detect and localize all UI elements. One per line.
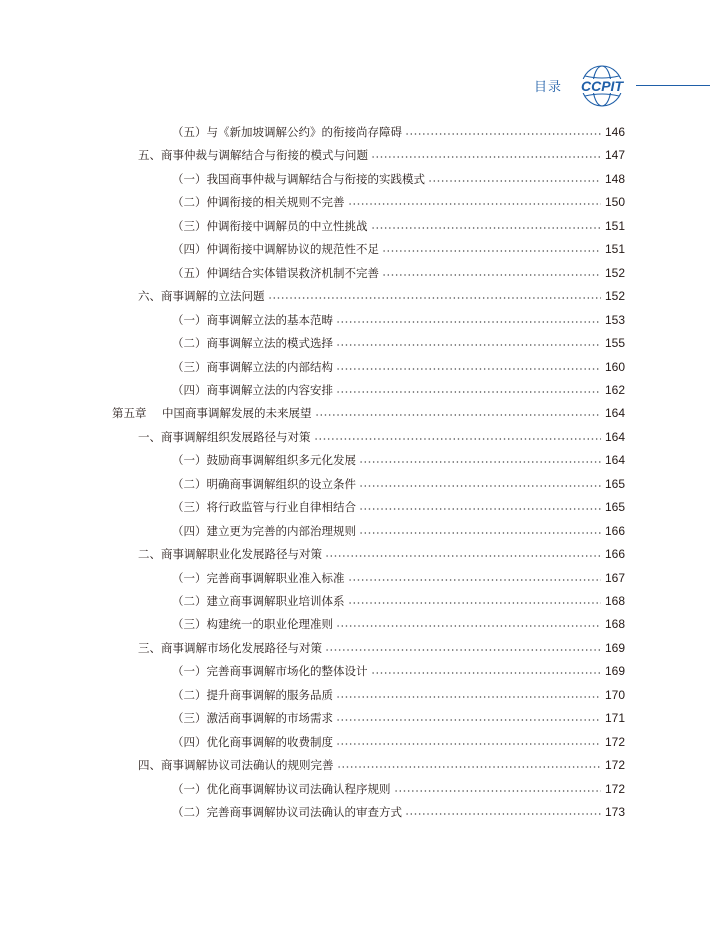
toc-page-number: 148	[604, 171, 625, 186]
dot-leader	[336, 625, 601, 627]
dot-leader	[405, 813, 601, 815]
dot-leader	[337, 766, 601, 768]
toc-section-entry[interactable]	[138, 756, 625, 774]
toc-entry-label: 四、商事调解协议司法确认的规则完善	[138, 758, 334, 773]
toc-subsection-entry[interactable]	[172, 662, 625, 680]
toc-subsection-entry[interactable]	[172, 569, 625, 587]
dot-leader	[359, 532, 601, 534]
dot-leader	[405, 133, 601, 135]
toc-page-number: 172	[604, 781, 625, 796]
toc-subsection-entry[interactable]	[172, 381, 625, 399]
dot-leader	[348, 602, 601, 604]
dot-leader	[371, 672, 601, 674]
toc-subsection-entry[interactable]	[172, 358, 625, 376]
toc-chapter-number: 第五章	[112, 406, 147, 421]
dot-leader	[325, 649, 601, 651]
toc-entry-label: （一）商事调解立法的基本范畴	[172, 312, 333, 327]
dot-leader	[336, 719, 601, 721]
toc-entry-label: （二）完善商事调解协议司法确认的审查方式	[172, 805, 402, 820]
dot-leader	[336, 696, 601, 698]
dot-leader	[336, 743, 601, 745]
toc-entry-label: 二、商事调解职业化发展路径与对策	[138, 547, 322, 562]
toc-subsection-entry[interactable]	[172, 686, 625, 704]
toc-page-number: 153	[604, 312, 625, 327]
toc-chapter-entry[interactable]	[112, 404, 625, 422]
toc-page-number: 152	[604, 289, 625, 304]
toc-page-number: 164	[604, 406, 625, 421]
toc-entry-label: （五）与《新加坡调解公约》的衔接尚存障碍	[172, 125, 402, 139]
ccpit-logo-icon	[574, 60, 630, 112]
toc-page-number: 165	[604, 476, 625, 491]
toc-section-entry[interactable]	[138, 287, 625, 305]
toc-page-number: 160	[604, 359, 625, 374]
toc-entry-label: （五）仲调结合实体错误救济机制不完善	[172, 265, 379, 280]
toc-page-number: 164	[604, 453, 625, 468]
toc-entry-label: 六、商事调解的立法问题	[138, 289, 265, 304]
toc-page-number: 146	[604, 125, 625, 139]
toc-subsection-entry[interactable]	[172, 311, 625, 329]
toc-entry-label: （三）将行政监管与行业自律相结合	[172, 500, 356, 515]
dot-leader	[359, 485, 601, 487]
toc-page-number: 169	[604, 664, 625, 679]
toc-entry-label: （二）明确商事调解组织的设立条件	[172, 476, 356, 491]
toc-subsection-entry[interactable]	[172, 240, 625, 258]
dot-leader	[394, 790, 601, 792]
toc-entry-label: （一）我国商事仲裁与调解结合与衔接的实践模式	[172, 171, 425, 186]
toc-entry-label: 一、商事调解组织发展路径与对策	[138, 429, 311, 444]
toc-entry-label: （二）提升商事调解的服务品质	[172, 687, 333, 702]
header-label: 目录	[534, 80, 563, 95]
toc-subsection-entry[interactable]	[172, 123, 625, 141]
toc-page-number: 155	[604, 336, 625, 351]
dot-leader	[359, 508, 601, 510]
toc-subsection-entry[interactable]	[172, 615, 625, 633]
toc-page-number: 169	[604, 640, 625, 655]
toc-subsection-entry[interactable]	[172, 475, 625, 493]
toc-entry-label: （二）建立商事调解职业培训体系	[172, 594, 345, 608]
toc-entry-label	[112, 405, 312, 421]
dot-leader	[314, 438, 601, 440]
toc-entry-label: （一）鼓励商事调解组织多元化发展	[172, 453, 356, 468]
toc-subsection-entry[interactable]	[172, 170, 625, 188]
toc-page-number: 151	[604, 218, 625, 233]
toc-section-entry[interactable]	[138, 428, 625, 446]
toc-page-number: 168	[604, 617, 625, 632]
toc-entry-label: 三、商事调解市场化发展路径与对策	[138, 640, 322, 655]
dot-leader	[336, 368, 601, 370]
dot-leader	[348, 203, 601, 205]
dot-leader	[336, 321, 601, 323]
toc-section-entry[interactable]	[138, 545, 625, 563]
toc-entry-label: （一）优化商事调解协议司法确认程序规则	[172, 781, 391, 796]
header-rule	[636, 85, 710, 86]
toc-page-number: 173	[604, 805, 625, 820]
toc-entry-label: （三）激活商事调解的市场需求	[172, 711, 333, 726]
toc-entry-label: （四）仲调衔接中调解协议的规范性不足	[172, 242, 379, 257]
dot-leader	[371, 156, 601, 158]
toc-page-number: 166	[604, 547, 625, 562]
dot-leader	[359, 461, 601, 463]
toc-page-number: 172	[604, 758, 625, 773]
toc-entry-label: （三）仲调衔接中调解员的中立性挑战	[172, 218, 368, 233]
toc-subsection-entry[interactable]	[172, 709, 625, 727]
dot-leader	[371, 227, 601, 229]
toc-subsection-entry[interactable]	[172, 780, 625, 798]
dot-leader	[382, 274, 601, 276]
toc-subsection-entry[interactable]	[172, 803, 625, 821]
toc-page-number: 172	[604, 734, 625, 749]
toc-subsection-entry[interactable]	[172, 592, 625, 610]
toc-page-number: 168	[604, 594, 625, 608]
toc-page-number: 152	[604, 265, 625, 280]
page-header	[0, 60, 710, 112]
toc-page-number: 167	[604, 570, 625, 585]
toc-subsection-entry[interactable]	[172, 498, 625, 516]
dot-leader	[325, 555, 601, 557]
toc-page-number: 151	[604, 242, 625, 257]
toc-section-entry[interactable]	[138, 639, 625, 657]
toc-entry-label: （三）商事调解立法的内部结构	[172, 359, 333, 374]
dot-leader	[315, 414, 601, 416]
toc-subsection-entry[interactable]	[172, 264, 625, 282]
dot-leader	[382, 250, 601, 252]
dot-leader	[336, 391, 601, 393]
toc-entry-label: （一）完善商事调解市场化的整体设计	[172, 664, 368, 679]
toc-subsection-entry[interactable]	[172, 217, 625, 235]
dot-leader	[336, 344, 601, 346]
toc-subsection-entry[interactable]	[172, 522, 625, 540]
toc-page-number: 164	[604, 429, 625, 444]
toc-page-number: 166	[604, 523, 625, 538]
toc-page-number: 150	[604, 195, 625, 210]
dot-leader	[348, 579, 601, 581]
toc-page-number: 162	[604, 382, 625, 397]
toc-subsection-entry[interactable]	[172, 193, 625, 211]
toc-page-number: 170	[604, 687, 625, 702]
toc-page-number: 147	[604, 148, 625, 163]
toc-page-number: 165	[604, 500, 625, 515]
toc-entry-label: （一）完善商事调解职业准入标准	[172, 570, 345, 585]
dot-leader	[268, 297, 601, 299]
toc-subsection-entry[interactable]	[172, 334, 625, 352]
dot-leader	[428, 180, 601, 182]
toc-entry-label: （二）仲调衔接的相关规则不完善	[172, 195, 345, 210]
toc-page-number: 171	[604, 711, 625, 726]
toc-entry-label: 五、商事仲裁与调解结合与衔接的模式与问题	[138, 148, 368, 163]
toc-entry-label: （三）构建统一的职业伦理准则	[172, 617, 333, 632]
toc-subsection-entry[interactable]	[172, 733, 625, 751]
toc-section-entry[interactable]	[138, 146, 625, 164]
toc-entry-label: （四）优化商事调解的收费制度	[172, 734, 333, 749]
logo-text: CCPIT	[581, 78, 623, 94]
toc-chapter-title: 中国商事调解发展的未来展望	[162, 406, 312, 421]
toc-subsection-entry[interactable]	[172, 451, 625, 469]
toc-entry-label: （二）商事调解立法的模式选择	[172, 336, 333, 351]
toc-entry-label: （四）商事调解立法的内容安排	[172, 382, 333, 397]
toc-entry-label: （四）建立更为完善的内部治理规则	[172, 523, 356, 538]
